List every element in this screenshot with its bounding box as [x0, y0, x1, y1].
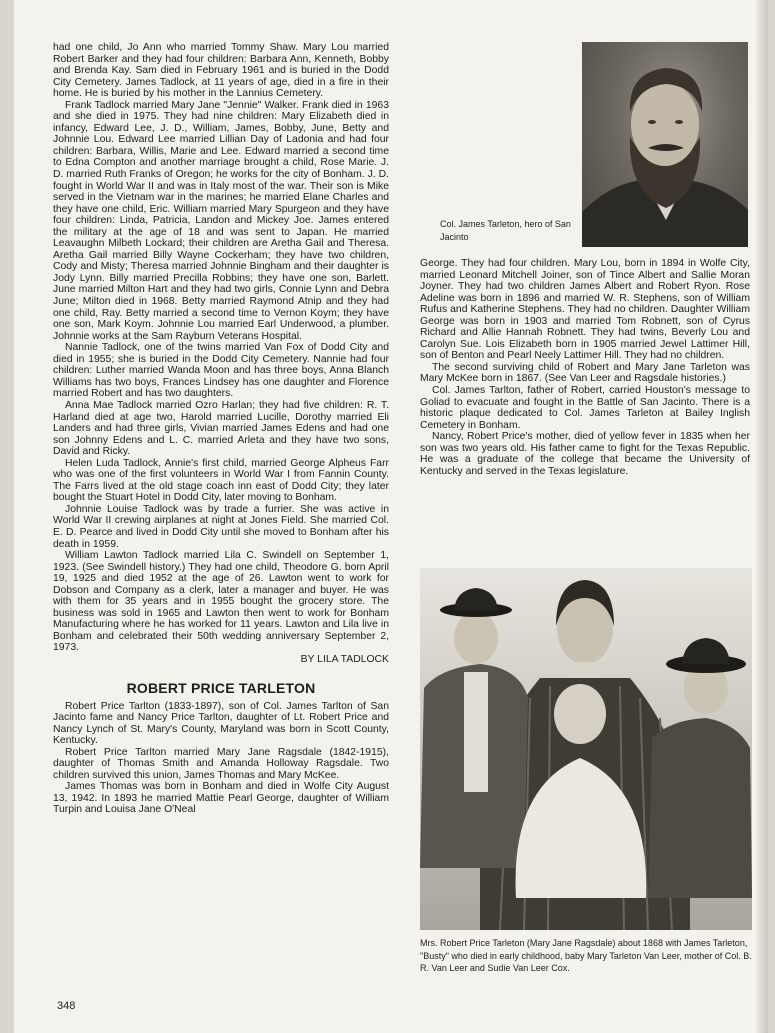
byline: BY LILA TADLOCK: [300, 653, 389, 665]
paragraph: George. They had four children. Mary Lou, born in 1894 in Wolfe City, married Leonard Mitchell Joiner, son of Tince Albert and Sallie Moran Joyner. They had two children James Albert and Robert Ryon. Rose Adeline was born in 1896 and married W. R. Stephens, son of William Rufus and Katherine Stephens. They had no children. Daughter William George was born in 1903 and married Tom Robnett, son of Cyrus Richard and Allie Hannah Robnett. They had twins, Beverly Lou and Carolyn Sue. Lois Elizabeth born in 1905 married Jewel Lattimer Hill, son of Benton and Pearl Neely Lattimer Hill. They had no children.: [420, 258, 750, 362]
paragraph: Helen Luda Tadlock, Annie's first child, married George Alpheus Farr who was one of the first volunteers in World War I from Fannin County. The Farrs lived at the old stage coach inn east of Dodd City; they later bought the Stuart Hotel in Dodd City, later moving to Bonham.: [53, 457, 389, 504]
section-heading: ROBERT PRICE TARLETON: [126, 679, 316, 696]
page-number: 348: [57, 1000, 76, 1012]
paragraph: Robert Price Tarlton married Mary Jane Ragsdale (1842-1915), daughter of Thomas Smith and Amanda Holloway Ragsdale. Two children survived this union, James Thomas and Mary McKee.: [53, 746, 389, 781]
family-photo: [420, 568, 752, 930]
portrait-illustration: [582, 42, 748, 247]
family-photo-caption: Mrs. Robert Price Tarleton (Mary Jane Ragsdale) about 1868 with James Tarleton, "Busty" who died in early childhood, baby Mary Tarleton Van Leer, mother of Col. B. R. Van Leer and Sudie Van Leer Cox.: [420, 938, 752, 973]
paragraph: Anna Mae Tadlock married Ozro Harlan; they had five children: R. T. Harland died at age two, Harold married Lucille, Dorothy married Eli Landers and had three girls, Vivian married James Edens and had one son Johnny Edens and L. C. married Arleta and they have two sons, David and Ricky.: [53, 399, 389, 458]
paragraph: Johnnie Louise Tadlock was by trade a furrier. She was active in World War II crewing airplanes at night at Jones Field. She married Col. E. D. Pearce and lived in Dodd City until she moved to Bonham after his death in 1959.: [53, 503, 389, 550]
paragraph: Nancy, Robert Price's mother, died of yellow fever in 1835 when her son was two years old. His father came to fight for the Texas Republic. He was a graduate of the college that became the University of Kentucky and served in the Texas legislature.: [420, 431, 750, 477]
paragraph: Nannie Tadlock, one of the twins married Van Fox of Dodd City and died in 1955; she is buried in the Dodd City Cemetery. Nannie had four children: Luther married Wanda Moon and has three boys, Anna Blanch Williams has two boys, Frances Lindsey has one daughter and Florence married Robert and has two daughters.: [53, 342, 389, 400]
page-edge: [756, 0, 768, 1033]
paragraph: The second surviving child of Robert and Mary Jane Tarleton was Mary McKee born in 1867. (See Van Leer and Ragsdale histories.): [420, 361, 750, 385]
portrait-photo: [582, 42, 748, 247]
portrait-caption: Col. James Tarleton, hero of San Jacinto: [440, 219, 571, 242]
paragraph: Col. James Tarlton, father of Robert, carried Houston's message to Goliad to evacuate and fought in the Battle of San Jacinto. There is a historic plaque dedicated to Col. James Tarleton at Bailey Inglish Cemetery in Bonham.: [420, 385, 750, 431]
paragraph: James Thomas was born in Bonham and died in Wolfe City August 13, 1942. In 1893 he married Mattie Pearl George, daughter of William Turpin and Louisa Jane O'Neal: [53, 781, 389, 816]
paragraph: Robert Price Tarlton (1833-1897), son of Col. James Tarlton of San Jacinto fame and Nancy Price Tarlton, daughter of Lt. Robert Price and Nancy Lynch of St. Mary's County, Maryland was born in Scott County, Kentucky.: [53, 700, 389, 747]
paragraph: Frank Tadlock married Mary Jane "Jennie" Walker. Frank died in 1963 and she died in 1975. They had nine children: Mary Elizabeth died in infancy, Edward Lee, J. D., William, James, Bobby, June, Betty and Johnnie Lou. Edward Lee married Lillian Day of Ladonia and had four children: Barbara, Willis, Marie and Lee. Edward married a second time to Edna Compton and another marriage brought a child, Rose Marie. J. D. married Ruth Franks of Oregon; he works for the city of Bonham. J. D. fought in World War II and was in Italy most of the war. Their son is Mike served in the Vietnam war in the marines; he married Elane Charles and they have one child, Eric. William married Mary Spurgeon and they have four children: Linda, Patricia, Landon and Mickey Joe. James entered the military at the age of 18 and was sent to Japan. He married Leavaughn Milbeth Lockard; their children are Aretha Gail and Theresa. Aretha Gail married Billy Wayne Cockerham; they have two children, Cody and Misty; Theresa married Johnnie Bingham and their daughter is Jody Lynn. Billy married Precilla Robbins; they have one son, Barlett. June married Milton Hart and they had two girls, Connie Lynn and Debra June; Milton died in 1968. Betty married Raymond Atnip and they had one child, Ray. Betty married a second time to Vernon Koym; they have one son, Mark Koym. Johnnie Lou married Earl Underwood, a plumber. Johnnie works at the Sam Rayburn Veterans Hospital.: [53, 99, 389, 342]
paragraph: William Lawton Tadlock married Lila C. Swindell on September 1, 1923. (See Swindell history.) They had one child, Theodore G. born April 19, 1925 and died 1952 at the age of 26. Lawton went to work for Dobson and Company as a clerk, later a manager and buyer. He was with them for 35 years and in 1955 bought the grocery store. The business was sold in 1965 and Lawton then went to work for Bonham Manufacturing where he has worked for 11 years. Lawton and Lila live in Bonham and celebrated their 50th wedding anniversary September 2, 1973.: [53, 550, 389, 654]
left-text-column: [53, 42, 389, 816]
family-illustration: [420, 568, 752, 930]
right-text-column: [420, 258, 750, 477]
paragraph: had one child, Jo Ann who married Tommy Shaw. Mary Lou married Robert Barker and they had four children: Barbara Ann, Kenneth, Bobby and Brenda Kay. Sam died in February 1961 and is buried in the Dodd City Cemetery. James Tadlock, at 11 years of age, died in a fire in their home. He is buried by his mother in the Lannius Cemetery.: [53, 42, 389, 100]
